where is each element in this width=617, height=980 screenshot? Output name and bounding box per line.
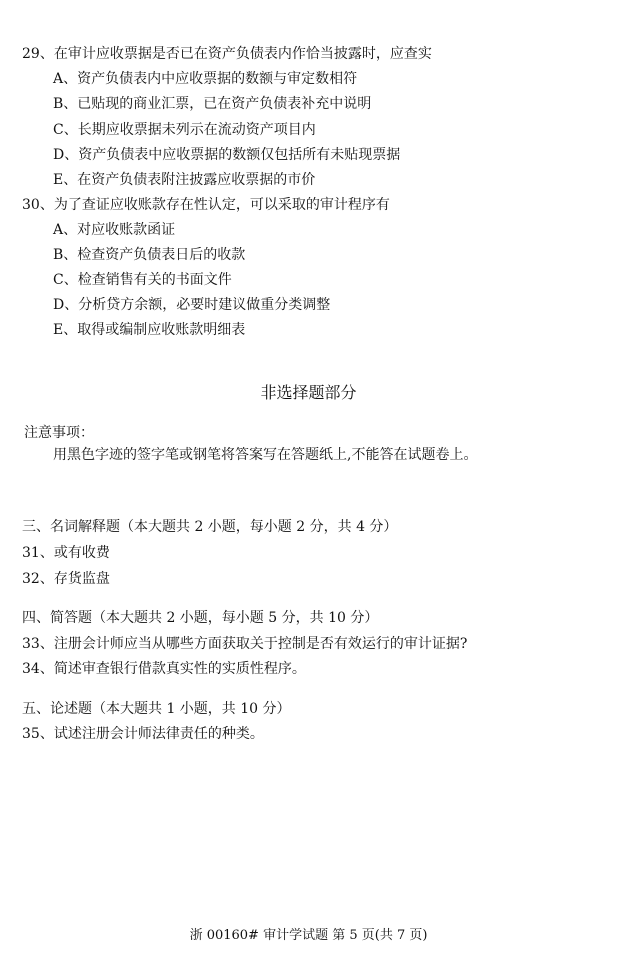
question-29-option-a: A、资产负债表内中应收票据的数额与审定数相符 xyxy=(53,71,358,87)
question-29-option-e: E、在资产负债表附注披露应收票据的市价 xyxy=(53,172,316,188)
question-30-option-e: E、取得或编制应收账款明细表 xyxy=(53,322,246,338)
page-footer: 浙 00160# 审计学试题 第 5 页(共 7 页) xyxy=(189,928,428,943)
non-choice-section-title: 非选择题部分 xyxy=(260,383,357,402)
question-29-option-b: B、已贴现的商业汇票，已在资产负债表补充中说明 xyxy=(53,96,372,112)
question-31: 31、或有收费 xyxy=(22,545,110,561)
question-34: 34、简述审查银行借款真实性的实质性程序。 xyxy=(22,661,306,677)
section-3-heading: 三、名词解释题（本大题共 2 小题，每小题 2 分，共 4 分） xyxy=(22,519,398,535)
notice-heading: 注意事项： xyxy=(24,425,94,441)
question-35: 35、试述注册会计师法律责任的种类。 xyxy=(22,726,264,742)
question-33: 33、注册会计师应当从哪些方面获取关于控制是否有效运行的审计证据? xyxy=(22,636,468,652)
question-29-option-c: C、长期应收票据未列示在流动资产项目内 xyxy=(53,122,316,138)
question-30-option-b: B、检查资产负债表日后的收款 xyxy=(53,247,246,263)
question-30-option-c: C、检查销售有关的书面文件 xyxy=(53,272,232,288)
question-30-option-d: D、分析贷方余额，必要时建议做重分类调整 xyxy=(53,297,331,313)
notice-text: 用黑色字迹的签字笔或钢笔将答案写在答题纸上,不能答在试题卷上。 xyxy=(53,447,478,463)
question-29-stem: 29、在审计应收票据是否已在资产负债表内作恰当披露时，应查实 xyxy=(22,46,432,62)
section-5-heading: 五、论述题（本大题共 1 小题，共 10 分） xyxy=(22,701,291,717)
question-30-stem: 30、为了查证应收账款存在性认定，可以采取的审计程序有 xyxy=(22,197,390,213)
section-4-heading: 四、简答题（本大题共 2 小题，每小题 5 分，共 10 分） xyxy=(22,610,379,626)
question-32: 32、存货监盘 xyxy=(22,571,110,587)
question-30-option-a: A、对应收账款函证 xyxy=(53,222,176,238)
question-29-option-d: D、资产负债表中应收票据的数额仅包括所有未贴现票据 xyxy=(53,147,401,163)
